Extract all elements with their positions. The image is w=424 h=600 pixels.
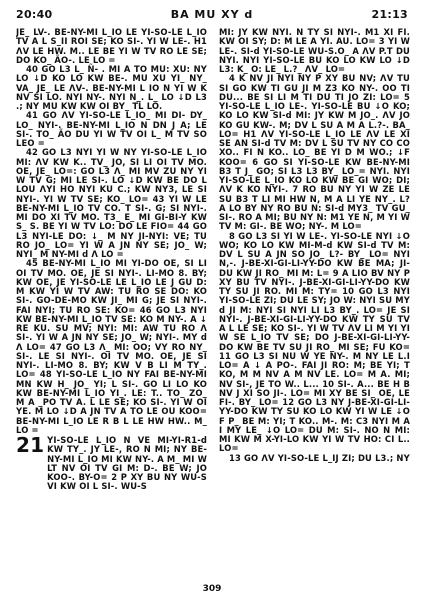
header-right-ref: 21:13 <box>371 8 408 21</box>
running-header <box>16 8 408 21</box>
paragraph: 45 BE-NY-MI L_IO MI YI-DO OE, SI LI OI TV MO. OE, JE SI NYI-. LI-MO 8. BY; KW OE, JE YI-SO-LE LE L_IO LE J GU D: M KW YI W TV AW: TU RO SE DO: KO SI-. GO-DE-MO KW JI_ MI G; JE SI NYI-. FAI NYI; TU RO SE: KO= 46 GO L3 NYI KW BE-NY-MI L_IO TV SE: KO M NY-. A ↓ RE KU. SU MV; NYI: MI: AW TU RO Ʌ SI-. YI W A JN NY SE; JO_ W; NYI-. MY d Ʌ LO= 47 GO L3 Ʌ_ MI: OO; VY RO NY_ SI-. LE SI NYI-. OI TV MO. OE, JE SI NYI-. LI-MO 8. BY; KW V B LI M TY_. LO= 48 YI-SO-LE L_IO NY FAI BE-NY-MI MN KW H_ JO_ YI; L SI-. GO LI LO KO KW BE-NY-MI L_IO YI_. LE: T.. TO_ ZO_ M A _PO TV A. L LE SE; KO SI-. YI W OI YE. M LO ↓D A JN TV A TO LE OU KOO= BE-NY-MI L_IO LE R B L LE HW HW.. M_ LO = <box>16 258 207 435</box>
header-left-ref: 20:40 <box>16 8 53 21</box>
chapter-opening-text: YI-SO-LE L_IO N VE MI-YI-R1-d KW TY_. JY LE-, RO N MI; NY BE-NY-MI L_IO MI KW NY-. A M_ MI W LT NV OI TV GI M: D-. BE W; JO KOO-. BY-O= 2 P XY BU NY WU-S VI KW OI L SI-. WU-S <box>47 435 207 492</box>
chapter-heading-block <box>16 433 207 492</box>
paragraph: JE_ LV-. BE-NY-MI L_IO LE YI-SO-LE L_IO TV A L S_II ROI SE; KO SI-. YI W LE-. H1 ɅV LE HW. M.. LE BE YI W TV RO LE SE; DO KO_ ÃO-. LE LO = <box>16 28 207 65</box>
paragraph: 13 GO ɅV YI-SO-LE L_IJ ZI; DU L3.; NY <box>229 452 410 463</box>
right-column <box>219 28 410 568</box>
header-book-title: BA MU XY d <box>170 8 254 21</box>
text-columns <box>16 28 410 568</box>
paragraph: 4 K NV JI NYI NY P XY BU NV; ɅV TU SI GO KW TI GU JI M Z3 KO NY-. OO TI DU... BE SI LI M TI DU TI JO ZI: LO= 5 YI-SO-LE L_IO LE-. YI-SO-LE BU ↓O KO; KO LO KW SI-d MI: JY KW M JO_. ɅV JO KO GU KW-. M; DV L SU A M A L.?-. BA_ LO= H1 ɅV YI-SO-LE L_IO LE ɅV LE XI SE AN SI-d TV M: DV L SU TV NY CO CO XO.. FI N KO.. LO_ BE YI D M WO.; ↓F KOO= 6 GO SI YI-SO-LE KW BE-NY-MI B3 T J_ GO; SI L3 L3 BY_ LO_= NYI. NYI YI-SO-LE L_IO KO LO KW BE GI WO; DI; ɅV K KO NYI-. 7 RO BU NY YI W ZE LE SU B3 T LI MI HW N, M A LI YE NY_. L? A LO BY NY RO BU N: SI-d MY3_ TV GU_ SI-. RO A MI; BU NY N: M1 YE N, M YI W TV M: GI-. BE WO; NY-. M LO= <box>219 73 410 232</box>
paragraph: 42 GO L3 NYI YI W NY YI-SO-LE L_IO MI: ɅV KW K.. TV_ JO, SI LI OI TV MO. OE, JE_ LO=: GO L3 Ʌ_ MI MV ZU NY YI W TV G; MI LE SI-. LO ↓D KW BE DO L LOU ɅYI HO NYI KU C.; KW NY3, LE SI NYI-. YI W TV SE; KO_ LO= 43 YI W LE BE-NY-MI L_IO TV CO. T SI-. G; SI NYI-. MI DO XI TV MO. T3_ E_ MI GI-BI-Y KW S_ S. BE YI W TV LO: DO LE FIO= 44 GO L3 NYI-LE DO: ↓_ M NY JI-NYI: VE; TU RO JO_ LO= YI W A JN NY SE; JO_ W; NYI_ M NY-MI d Ʌ LO = <box>16 147 207 259</box>
paragraph: MI: JY KW NYI. N TY SI NYI-. M1 XI FI. KW OI SY; D: M LE A YI. AU. LO= 3 YI W LE-. SI-d YI-SO-LE WU-S.O_ A ɅV P.T DU NYI. NYI YI-SO-LE BU KO LO KW LO ↓D L3: K_ O: LE_ L.?_ ɅV_ LO= <box>219 28 410 74</box>
paragraph: 40 GO L3 L_ Ñ- . MI A TO MU: XU: NY LO ↓D KO LO KW BE-. MU XU YI_ NY_ VA_ JE_ LE ɅV-. BE-NY-MI L IO N YI W K NV SI LO. NYI NY-. NYI N_. L_ LO ↓D L3 .; NY MU KW KW OI BY_ TL LO. <box>16 64 207 111</box>
left-column <box>16 28 207 568</box>
paragraph: 8 GO L3 SI YI W LE-. YI-SO-LE NYI ↓O WO; KO LO KW MI-M-d KW SI-d TV M: DV L SU A JN SO JO_ L?- BY_ LO= NYI N,-. J-BE-XI-GI-LI-YY-DO KW BE MA; JI-DU KW JI RO_ MI M: L= 9 A LIO BV NY P XY BU TV NYI-. J-BE-XI-GI-LI-YY-DO KW TY SU JI RO. MI M: TY= 10 GO L3 NYI YI-SO-LE ZI; DU LE SY; JO W: NYI SU MY d JI M: NYI SI NYI LI L3 BY_. LO= JE SI NYI-. J-BE-XI-GI-LI-YY-DO KW TY SU TV A L LE SE; KO SI-. YI W TV ɅV LI M YI YI W SE L_IO TV SE; DO J-BE-XI-GI-LI-YY-DO KW BE TV SU JI RO_ MI SE; FU KO= 11 GO L3 SI NU W YE NY-. M NY LE L.I LO= A ↓ A PO-. FAI JI RO: M; BE YI; T KO, M M NV A M NV LE. LO= M A. MI; NV SI-, JE TO W.. L... 10 SI-. A... BE H B NV J XI SO JI-. LO= MI XY BE SI_ OE, LE FI-. BY_ LO= 12 GO L3 NY J-BE-XI-GI-LI-YY-DO KW TY SU KO LO KW YI W LE ↓O F P_ BE M: YI; T KO.. M-. M: C3 NYI M A I MY LE_ ↓O LO= DU M: SI-. NO N MI: MI KW M X-YI-LO KW YI W TV HO: CI L.. LO= <box>219 230 410 454</box>
paragraph: 41 GO ɅV YI-SO-LE L_IO_ MI DI- DY_ LO_ NYI-. BE-NY-MI L_IO N DN J A; LE SI-. TO_ ÃO DU YI W TV OI L_ M TV SO LEO = <box>16 110 207 148</box>
page-number: 309 <box>202 584 222 594</box>
chapter-number: 21 <box>16 433 45 457</box>
